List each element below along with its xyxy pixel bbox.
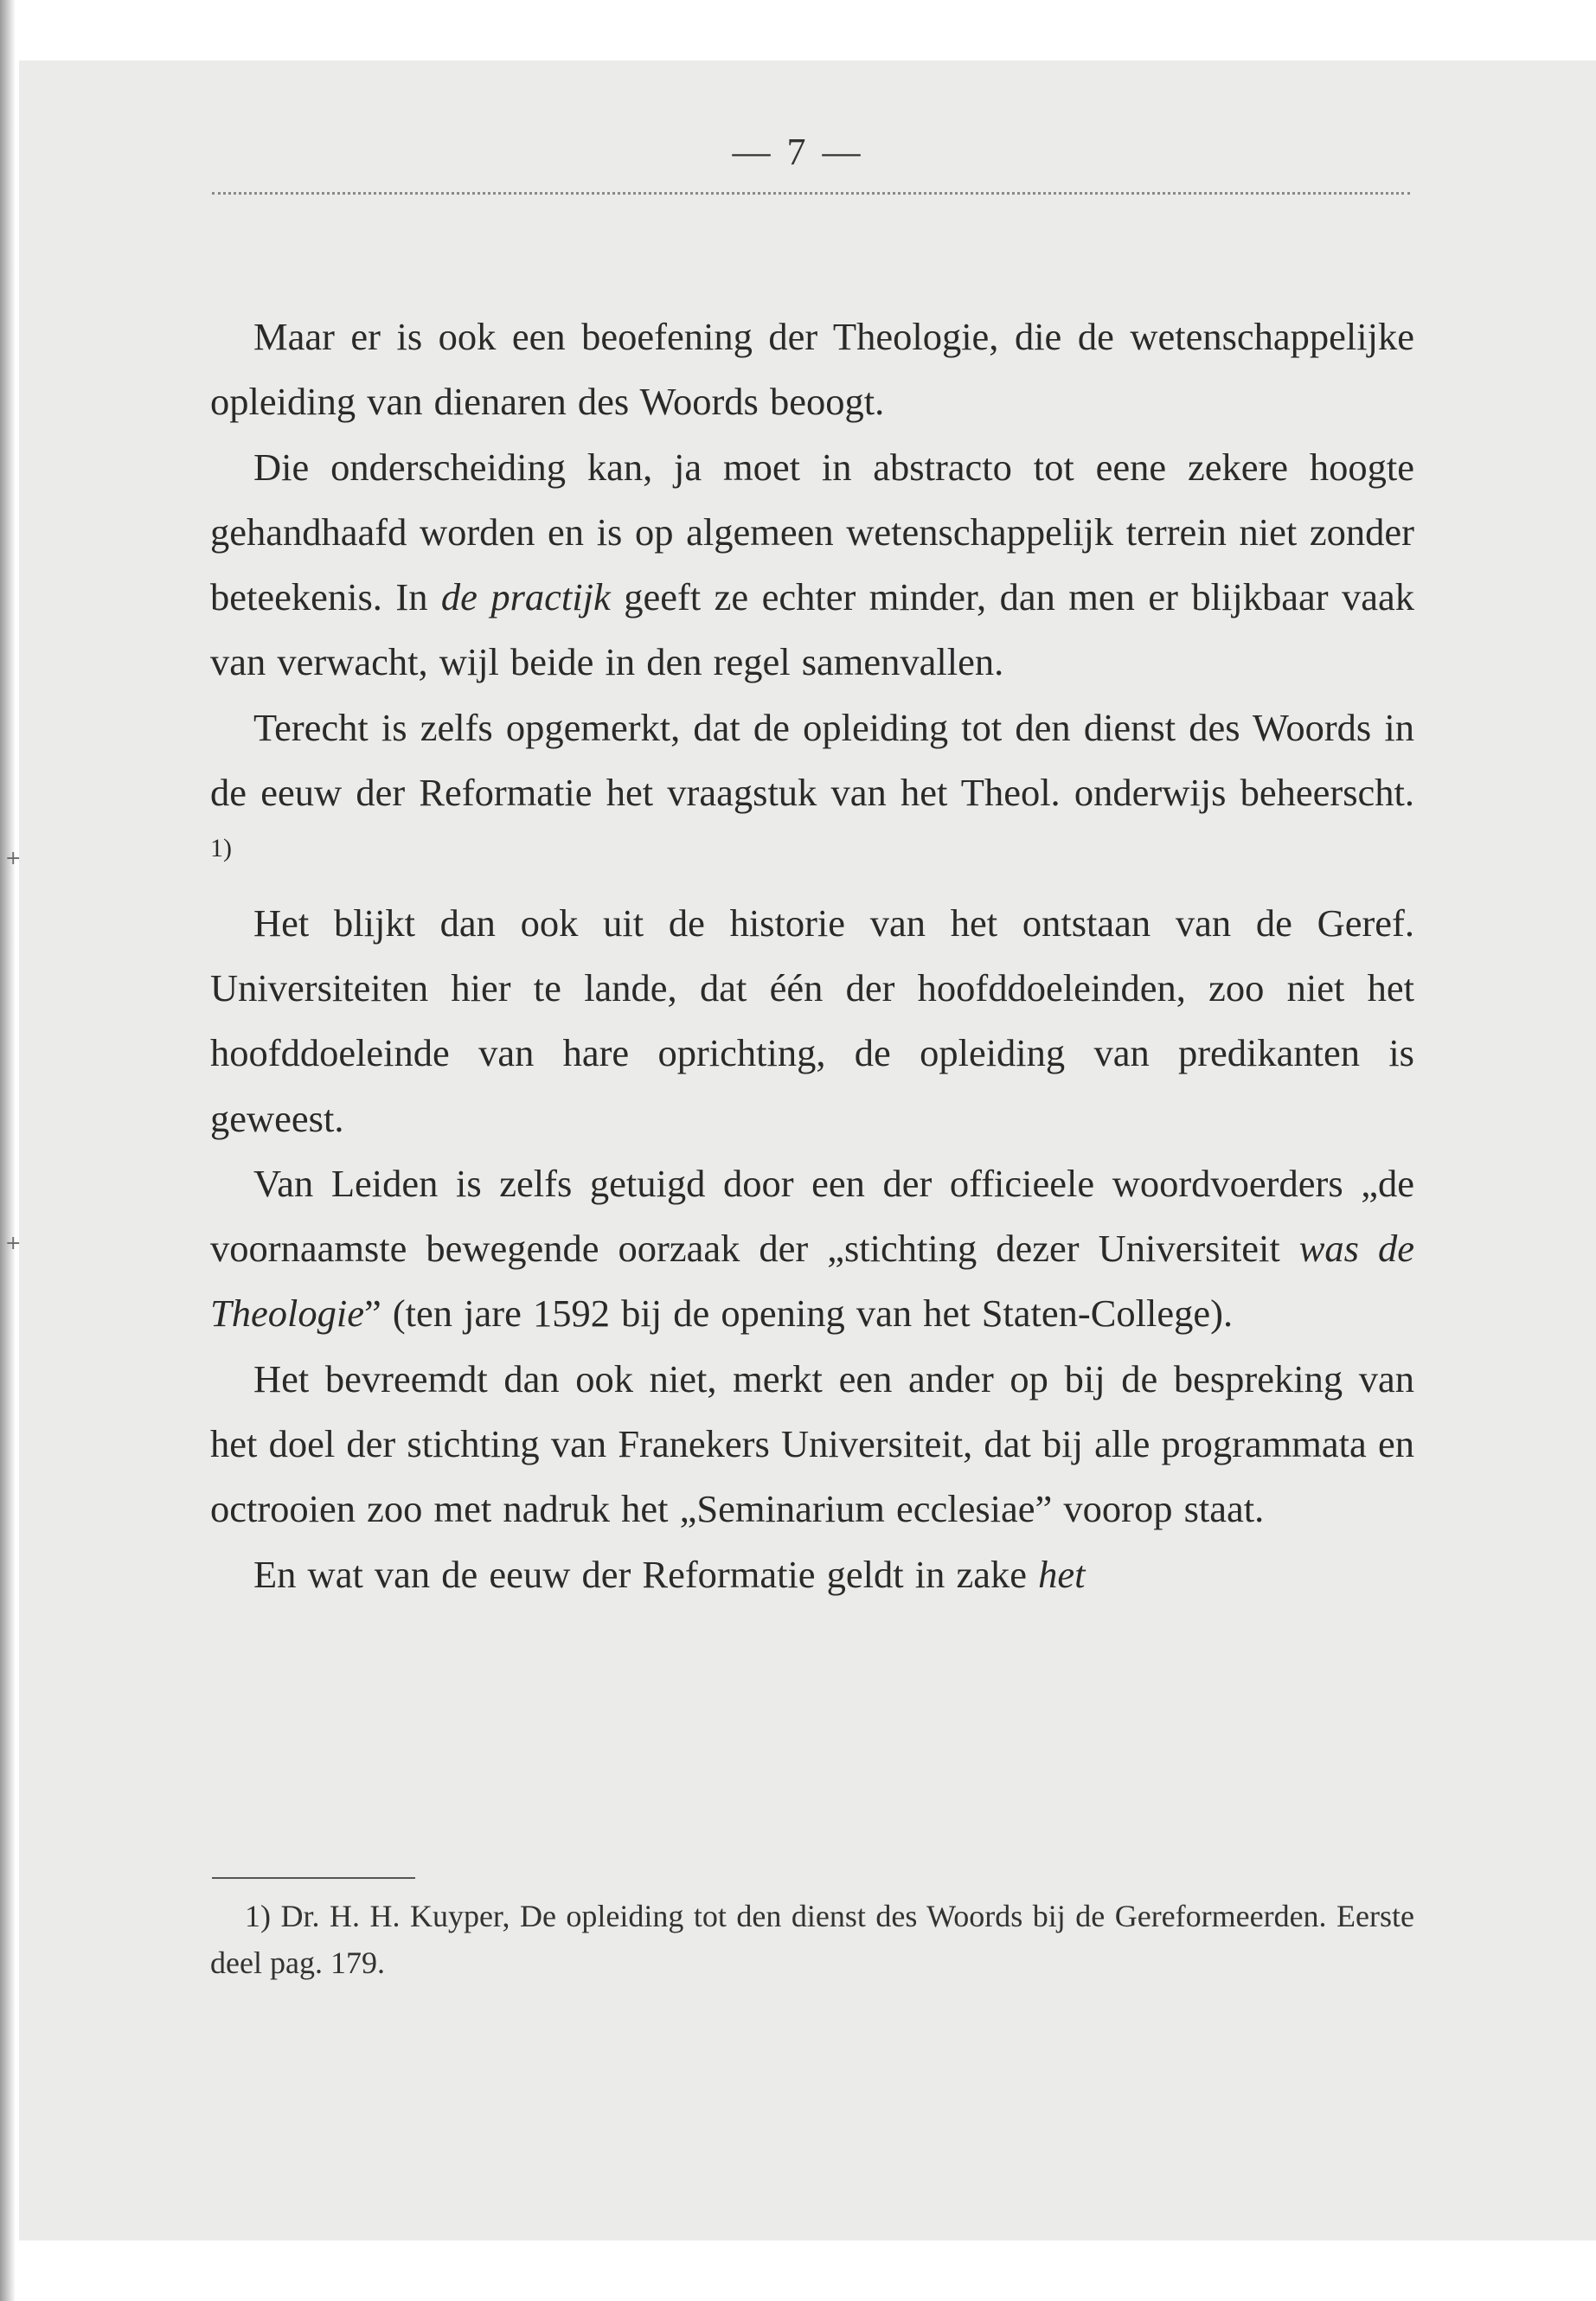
text-segment: Die onderscheiding kan, ja moet in abstracto tot eene zekere hoogte gehandhaafd worden en is op algemeen wetenschappelijk terrein niet zonder beteekenis. In xyxy=(210,445,1414,619)
italic-segment: was de Theologie xyxy=(210,1227,1415,1336)
text-segment: geeft ze echter minder, dan men er blijkbaar vaak van verwacht, wijl beide in den regel samenvallen. xyxy=(210,575,1414,684)
text-segment: Terecht is zelfs opgemerkt, dat de opleiding tot den dienst des Woords in de eeuw der Reformatie het vraagstuk van het Theol. onderwijs beheerscht. xyxy=(210,705,1414,815)
paragraph xyxy=(210,1542,1414,1607)
margin-mark-icon: + xyxy=(5,1233,22,1254)
page-number: — 7 — xyxy=(732,131,864,173)
paragraph xyxy=(210,891,1414,1151)
text-segment: ” (ten jare 1592 bij de opening van het Staten-College). xyxy=(363,1292,1234,1336)
paragraph xyxy=(210,695,1414,891)
text-segment: Het blijkt dan ook uit de historie van het ontstaan van de Geref. Universiteiten hier te lande, dat één der hoofddoeleinden, zoo niet het hoofddoeleinde van hare oprichting, de opleiding van predikanten is geweest. xyxy=(210,901,1414,1140)
paragraph xyxy=(210,435,1414,695)
paragraph xyxy=(210,1151,1414,1347)
text-segment: En wat van de eeuw der Reformatie geldt in zake xyxy=(253,1552,1039,1596)
page-body xyxy=(210,304,1414,1607)
paragraph xyxy=(210,1347,1414,1542)
italic-segment: de practijk xyxy=(440,575,611,619)
footnote-rule xyxy=(212,1877,415,1879)
footnote: 1) Dr. H. H. Kuyper, De opleiding tot den dienst des Woords bij de Gereformeerden. Eerste deel pag. 179. xyxy=(210,1899,1414,1980)
italic-segment: het xyxy=(1038,1552,1086,1596)
header-rule xyxy=(212,192,1410,195)
footnote-reference[interactable]: 1) xyxy=(210,834,232,863)
paragraph xyxy=(210,304,1414,435)
text-segment: Maar er is ook een beoefening der Theologie, die de wetenschappelijke opleiding van dienaren des Woords beoogt. xyxy=(210,315,1414,424)
margin-mark-icon: + xyxy=(5,848,22,869)
text-segment: Van Leiden is zelfs getuigd door een der officieele woordvoerders „de voornaamste bewegende oorzaak der „stichting dezer Universiteit xyxy=(210,1161,1414,1271)
text-segment: Het bevreemdt dan ook niet, merkt een ander op bij de bespreking van het doel der stichting van Franekers Universiteit, dat bij alle programmata en octrooien zoo met nadruk het „Seminarium ecclesiae” voorop staat. xyxy=(210,1356,1414,1531)
scan-edge xyxy=(0,0,16,2301)
